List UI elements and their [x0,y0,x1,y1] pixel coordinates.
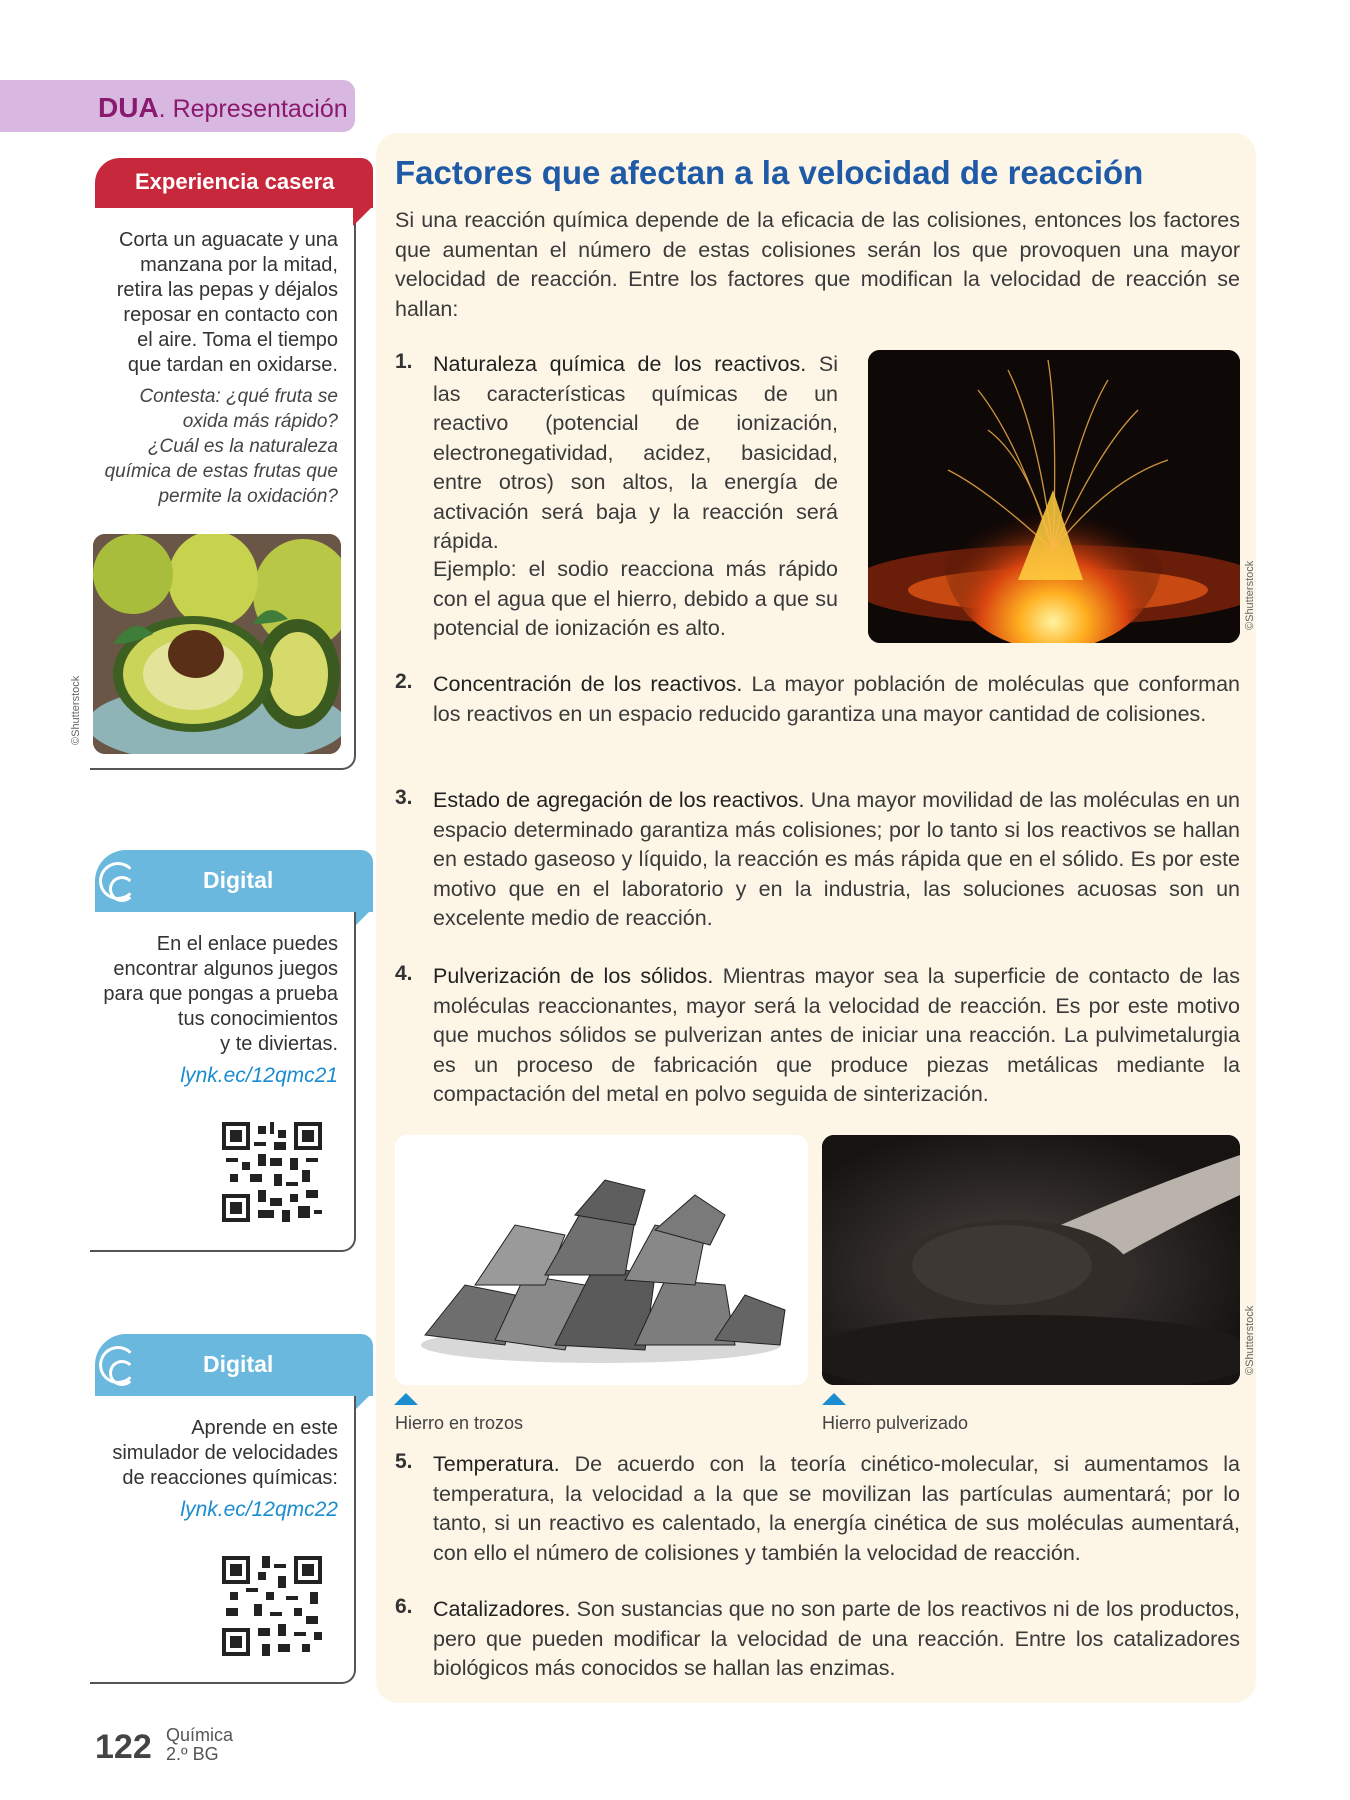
page-title: Factores que afectan a la velocidad de reacción [395,154,1144,191]
header-tab-fold [353,208,371,226]
dua-label: DUA. Representación [98,92,348,123]
photo-credit: ©Shutterstock [1244,560,1256,630]
item-2-paragraph: Concentración de los reactivos. La mayor población de moléculas que conforman los reactivos en un espacio reducido garantiza una mayor cantidad de colisiones. [433,672,1240,726]
item-4-paragraph: Pulverización de los sólidos. Mientras mayor sea la superficie de contacto de las moléculas reaccionantes, mayor será la velocidad de reacción. Es por este motivo que muchos sólidos se pulverizan antes de iniciar una reacción. La pulvimetalurgia es un proceso de fabricación que produce piezas metálicas mediante la compactación del metal en polvo seguida de sinterización. [433,964,1240,1106]
item-number-1: 1. [395,350,413,373]
item-3-paragraph: Estado de agregación de los reactivos. Una mayor movilidad de las moléculas en un espacio determinado garantiza más colisiones; por lo tanto si los reactivos se hallan en estado gaseoso y líquido, la reacción es más rápida que en el sólido. Es por este motivo que en el laboratorio y en la industria, las soluciones acuosas son un excelente medio de reacción. [433,788,1240,930]
photo-credit: ©Shutterstock [1244,1305,1256,1375]
item-number-3: 3. [395,786,413,809]
item-number-5: 5. [395,1450,413,1473]
iron-chunks-photo [395,1135,808,1385]
item-1-example: Ejemplo: el sodio reacciona más rápido con el agua que el hierro, debido a que su potencial de ionización es alto. [433,557,838,640]
header-tab-fold [355,912,369,926]
link-12qmc21[interactable]: lynk.ec/12qmc21 [180,1064,338,1087]
link-12qmc22[interactable]: lynk.ec/12qmc22 [180,1498,338,1521]
sodium-reaction-photo [868,350,1240,643]
item-number-2: 2. [395,670,413,693]
digital-header-1: Digital [95,850,373,912]
experiencia-casera-header: Experiencia casera [95,158,373,208]
item-5-paragraph: Temperatura. De acuerdo con la teoría cinético-molecular, si aumentamos la temperatura, la velocidad a la que se movilizan las partículas aumentará; por lo tanto, si un reactivo es calentado, la energía cinética de sus moléculas aumentará, con ello el número de colisiones y también la velocidad de reacción. [433,1452,1240,1565]
caption-iron-chunks: Hierro en trozos [395,1413,524,1433]
avocado-apple-photo [93,534,341,754]
qr-code-2[interactable] [222,1556,322,1656]
item-number-4: 4. [395,962,413,985]
digital-text-1: En el enlace puedes encontrar algunos juegos para que pongas a prueba tus conocimientos y te diviertas. [103,933,338,1055]
experiencia-text: Corta un aguacate y una manzana por la mitad, retira las pepas y déjalos reposar en contacto con el aire. Toma el tiempo que tardan en oxidarse. [116,229,338,376]
item-number-6: 6. [395,1595,413,1618]
digital-text-2: Aprende en este simulador de velocidades de reacciones químicas: [112,1417,338,1489]
photo-credit: ©Shutterstock [70,675,82,745]
item-1-paragraph: Naturaleza química de los reactivos. Si las características químicas de un reactivo (potencial de ionización, electronegatividad, acidez, basicidad, entre otros) son altos, la energía de activación será baja y la reacción será rápida. [433,352,838,553]
caption-arrow-icon [822,1393,846,1405]
intro-paragraph: Si una reacción química depende de la eficacia de las colisiones, entonces los factores que aumentan el número de estas colisiones serán los que provoquen una mayor velocidad de reacción. Entre los factores que modifican la velocidad de reacción se hallan: [395,208,1240,321]
experiencia-questions: Contesta: ¿qué fruta se oxida más rápido? ¿Cuál es la naturaleza química de estas frutas que permite la oxidación? [104,386,338,507]
caption-arrow-icon [394,1393,418,1405]
header-tab-fold [355,1396,369,1410]
digital-header-2: Digital [95,1334,373,1396]
caption-iron-powder: Hierro pulverizado [822,1413,969,1433]
item-6-paragraph: Catalizadores. Son sustancias que no son parte de los reactivos ni de los productos, pero que pueden modificar la velocidad de una reacción. Entre los catalizadores biológicos más conocidos se hallan las enzimas. [433,1597,1240,1680]
qr-code-1[interactable] [222,1122,322,1222]
page-number: 122 [95,1728,152,1766]
subject-label: Química 2.º BG [166,1725,234,1764]
iron-powder-photo [822,1135,1240,1385]
